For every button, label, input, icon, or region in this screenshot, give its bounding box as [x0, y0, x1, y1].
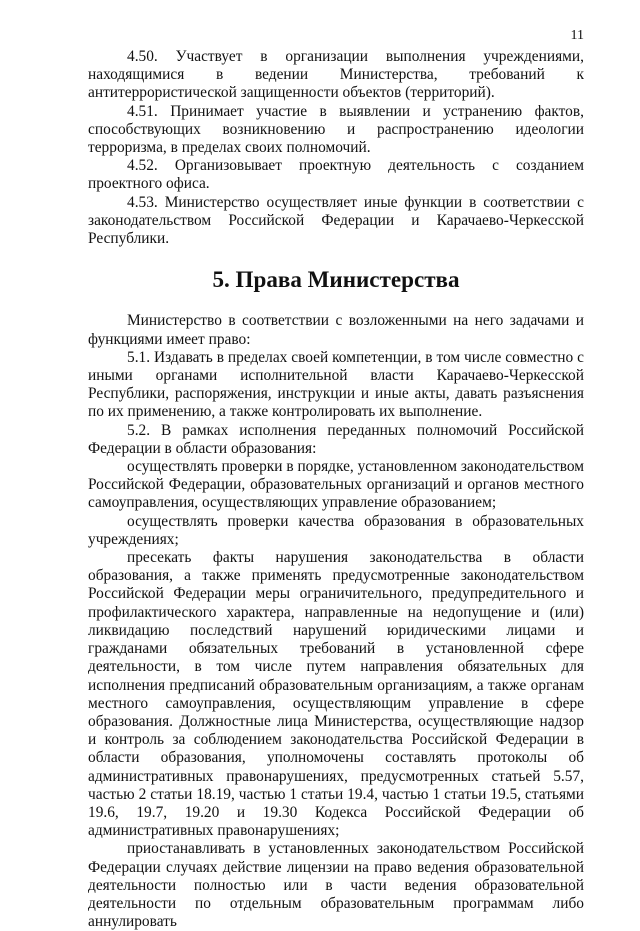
paragraph-intro: Министерство в соответствии с возложенными на него задачами и функциями имеет право:: [88, 312, 584, 348]
list-item-license-suspension: приостанавливать в установленных законодательством Российской Федерации случаях действие лицензии на право ведения образовательной деятельности полностью или в части ведения образовательной деятельности по отдельным образовательным программам либо аннулировать: [88, 840, 584, 931]
paragraph-4-50: 4.50. Участвует в организации выполнения учреждениями, находящимися в ведении Министерства, требований к антитеррористической защищенности объектов (территорий).: [88, 48, 584, 102]
paragraph-4-52: 4.52. Организовывает проектную деятельность с созданием проектного офиса.: [88, 157, 584, 193]
list-item-inspections: осуществлять проверки в порядке, установленном законодательством Российской Федерации, образовательных организаций и органов местного самоуправления, осуществляющих управление образованием;: [88, 458, 585, 512]
page-number: 11: [570, 28, 584, 43]
list-item-quality-checks: осуществлять проверки качества образования в образовательных учреждениях;: [88, 512, 584, 548]
section-heading: 5. Права Министерства: [212, 266, 460, 293]
paragraph-5-1: 5.1. Издавать в пределах своей компетенции, в том числе совместно с иными органами исполнительной власти Карачаево-Черкесской Республики, распоряжения, инструкции и иные акты, давать разъяснения по их применению, а также контролировать их выполнение.: [88, 348, 584, 421]
list-item-enforcement: пресекать факты нарушения законодательства в области образования, а также применять предусмотренные законодательством Российской Федерации меры ограничительного, предупредительного и профилактического характера, направленные на недопущение и (или) ликвидацию последствий нарушений юридическими лицами и гражданами обязательных требований в установленной сфере деятельности, в том числе путем направления обязательных для исполнения предписаний образовательным организациям, а также органам местного самоуправления, осуществляющим управление в сфере образования. Должностные лица Министерства, осуществляющие надзор и контроль за соблюдением законодательства Российской Федерации в области образования, уполномочены составлять протоколы об административных правонарушениях, предусмотренных статьей 5.57, частью 2 статьи 18.19, частью 1 статьи 19.4, частью 1 статьи 19.5, статьями 19.6, 19.7, 19.20 и 19.30 Кодекса Российской Федерации об административных правонарушениях;: [88, 549, 584, 840]
paragraph-4-53: 4.53. Министерство осуществляет иные функции в соответствии с законодательством Российской Федерации и Карачаево-Черкесской Республики.: [88, 193, 584, 248]
paragraph-4-51: 4.51. Принимает участие в выявлении и устранению фактов, способствующих возникновению и распространению идеологии терроризма, в пределах своих полномочий.: [88, 102, 584, 157]
paragraph-5-2: 5.2. В рамках исполнения переданных полномочий Российской Федерации в области образования:: [88, 421, 584, 457]
document-body: [88, 48, 584, 931]
